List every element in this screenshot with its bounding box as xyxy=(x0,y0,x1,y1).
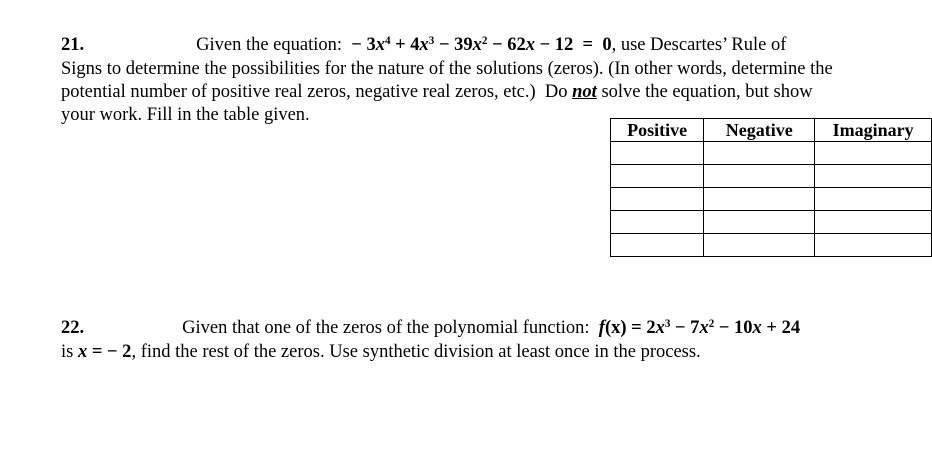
q21-line-2: Signs to determine the possibilities for the nature of the solutions (zeros). (In other words, determine the xyxy=(61,59,833,79)
table-cell[interactable] xyxy=(611,211,704,234)
table-row xyxy=(611,165,932,188)
table-cell[interactable] xyxy=(815,142,932,165)
q22-given-zero: x = − 2 xyxy=(77,342,132,362)
table-cell[interactable] xyxy=(611,188,704,211)
q22-line-1 xyxy=(61,316,800,340)
q21-line-4: your work. Fill in the table given. xyxy=(61,105,310,125)
header-positive: Positive xyxy=(611,119,704,142)
q22-line-2: is x = − 2, find the rest of the zeros. Use synthetic division at least once in the process. xyxy=(61,342,701,362)
q21-equation: − $3x^4 + 4x^3 - 39x^2 - 62x - 12 = 0$ xyxy=(351,34,612,55)
q21-line-3: potential number of positive real zeros, negative real zeros, etc.) Do not solve the equation, but show xyxy=(61,82,813,102)
table-row xyxy=(611,188,932,211)
table-cell[interactable] xyxy=(815,188,932,211)
table-cell[interactable] xyxy=(815,234,932,257)
table-cell[interactable] xyxy=(704,142,815,165)
header-negative: Negative xyxy=(704,119,815,142)
table-cell[interactable] xyxy=(611,165,704,188)
table-row xyxy=(611,234,932,257)
q21-intro: Given the equation: xyxy=(196,35,343,55)
q21-line1-tail: , use Descartes’ Rule of xyxy=(611,35,787,55)
q21-line-1 xyxy=(61,33,786,57)
table-cell[interactable] xyxy=(704,165,815,188)
table-row xyxy=(611,211,932,234)
zeros-table xyxy=(610,118,932,257)
table-cell[interactable] xyxy=(611,142,704,165)
q21-number: 21. xyxy=(61,35,85,55)
table-cell[interactable] xyxy=(815,211,932,234)
table-cell[interactable] xyxy=(704,211,815,234)
table-cell[interactable] xyxy=(704,188,815,211)
q22-intro: Given that one of the zeros of the polynomial function: xyxy=(182,318,590,338)
q22-number: 22. xyxy=(61,318,85,338)
header-imaginary: Imaginary xyxy=(815,119,932,142)
table-row xyxy=(611,142,932,165)
table-cell[interactable] xyxy=(611,234,704,257)
table-cell[interactable] xyxy=(815,165,932,188)
q22-function: $f(x) = 2x^3 - 7x^2 - 10x + 24$ xyxy=(598,317,801,338)
q21-not-emphasis: not xyxy=(572,82,597,102)
zeros-table-header-row xyxy=(611,119,932,142)
table-cell[interactable] xyxy=(704,234,815,257)
